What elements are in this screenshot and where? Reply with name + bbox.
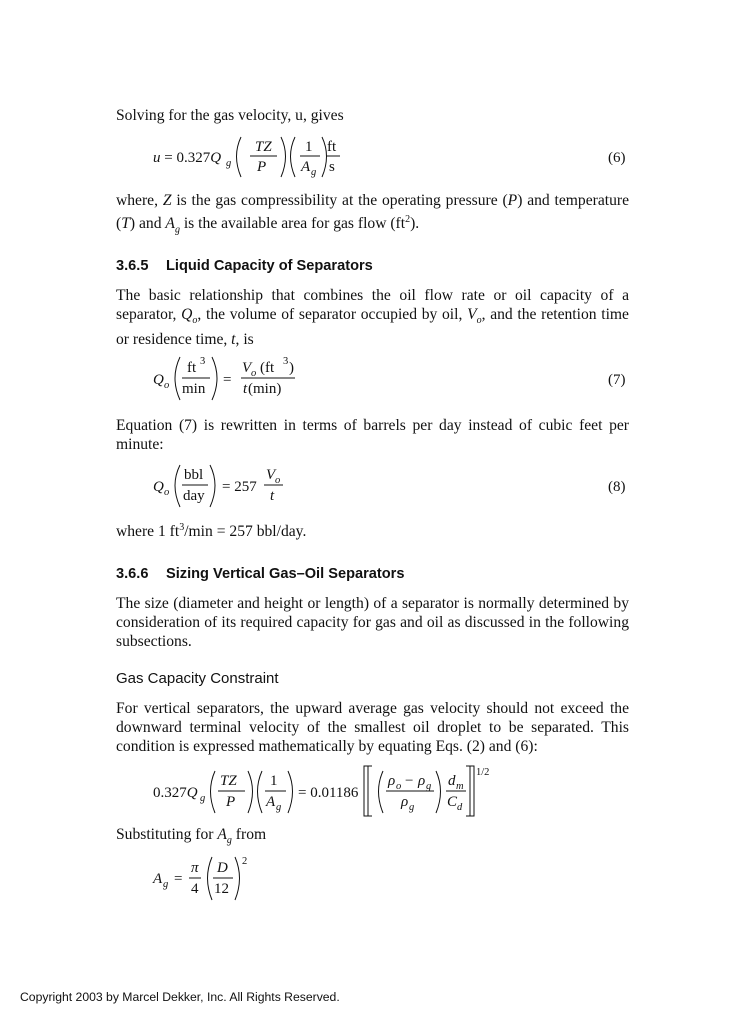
eq8-q: Q [153, 479, 164, 495]
sizing-text: The size (diameter and height or length) of a separator is normally determined by consideration of its required capacity for gas and oil as discussed in the following subsections. [116, 595, 629, 650]
eq6-frac1-den: P [257, 159, 267, 175]
equate-cd-sub: d [457, 802, 463, 813]
eq7-rhs-den-t: t [243, 381, 248, 397]
eq8-rhs-den: t [270, 488, 275, 504]
area-paren-left [208, 857, 213, 900]
section-heading-3-6-6: 3.6.6 Sizing Vertical Gas–Oil Separators [116, 566, 405, 582]
area-d: D [217, 860, 228, 876]
equate-dm-sub: m [456, 781, 464, 792]
eq8-unit-den: day [183, 488, 205, 504]
equate-den-rho: ρ [401, 794, 409, 810]
equate-lhs: 0.327Q [153, 785, 198, 801]
where-text: where, Z is the gas compressibility at the operating pressure (P) and temperature (T) and $A_g$ is the available area for gas flow $(ft^2)$. [116, 192, 629, 236]
eq7-rhs-den-unit: (min) [248, 381, 282, 397]
equate-frac2-num: 1 [270, 773, 278, 789]
equate-rho-o-sub: o [396, 781, 402, 792]
substituting-text: Substituting for $A_g$ from [116, 826, 267, 847]
section-heading-3-6-5: 3.6.5 Liquid Capacity of Separators [116, 258, 373, 274]
eq7-rhs-unit: (ft [260, 360, 275, 376]
eq7-equals: = [223, 372, 232, 388]
liquid-capacity-text: The basic relationship that combines the oil flow rate or oil capacity of a separator, $Q_o$, the volume of separator occupied by oil, $V_o$, and the retention time or residence time, t, is [116, 287, 629, 349]
copyright-notice: Copyright 2003 by Marcel Dekker, Inc. All Rights Reserved. [20, 990, 340, 1004]
eq7-unit-num-sup: 3 [200, 356, 206, 367]
equate-frac2-den-sub: g [276, 802, 282, 813]
eq8-number: (8) [608, 479, 626, 495]
eq6-lhs-sub: g [226, 158, 232, 169]
eq7-unit-den: min [182, 381, 206, 397]
eq6-unit-num: ft [327, 139, 337, 155]
eq7-rhs-v: V [242, 360, 252, 376]
gas-constraint-heading: Gas Capacity Constraint [116, 670, 279, 687]
conversion-text: where 1 $ft^3/\min = 257$ bbl/day. [116, 522, 307, 541]
eq7-q: Q [153, 372, 164, 388]
equate-equals: = 0.01186 [298, 785, 359, 801]
eq8-unit-num: bbl [184, 467, 204, 483]
equate-cd: C [447, 794, 458, 810]
eq7-number: (7) [608, 372, 626, 388]
eq7-rewrite-text: Equation (7) is rewritten in terms of barrels per day instead of cubic feet per minute: [116, 417, 629, 453]
area-twelve: 12 [214, 881, 229, 897]
area-lhs: A [153, 871, 163, 887]
area-four: 4 [191, 881, 199, 897]
gas-constraint-text: For vertical separators, the upward average gas velocity should not exceed the downward terminal velocity of the smallest oil droplet to be separated. This condition is expressed mathematically by equating Eqs. (2) and (6): [116, 700, 629, 755]
equate-exponent: 1/2 [476, 767, 490, 778]
area-exponent: 2 [242, 856, 248, 867]
eq7-q-sub: o [164, 380, 170, 391]
equate-frac1-num: TZ [220, 773, 237, 789]
area-equals: = [174, 871, 183, 887]
eq6-frac2-den: A [301, 159, 311, 175]
equate-rho-o: ρ [388, 773, 396, 789]
area-pi: π [191, 860, 199, 876]
equate-frac1-den: P [226, 794, 236, 810]
eq7-rhs-unit-sup: 3 [283, 356, 289, 367]
eq7-unit-num: ft [187, 360, 197, 376]
equate-lhs-sub: g [200, 793, 206, 804]
eq6-unit-den: s [329, 159, 335, 175]
equate-rho-g: ρ [418, 773, 426, 789]
eq8-equals: = 257 [222, 479, 257, 495]
eq7-rhs-unit-close: ) [289, 360, 294, 376]
intro-text: Solving for the gas velocity, u, gives [116, 107, 344, 124]
eq8-rhs-v-sub: o [275, 475, 281, 486]
eq6-frac2-num: 1 [305, 139, 313, 155]
eq7-rhs-v-sub: o [251, 368, 257, 379]
equate-den-rho-sub: g [409, 802, 415, 813]
area-paren-right [235, 857, 240, 900]
eq6-frac1-num: TZ [255, 139, 272, 155]
eq6-number: (6) [608, 150, 626, 166]
area-lhs-sub: g [163, 879, 169, 890]
eq8-rhs-v: V [266, 467, 276, 483]
equate-rho-g-sub: g [426, 781, 432, 792]
eq6-lhs: u = 0.327Q [153, 150, 222, 166]
eq6-frac2-den-sub: g [311, 167, 317, 178]
eq8-q-sub: o [164, 487, 170, 498]
equate-dm: d [448, 773, 456, 789]
equate-frac2-den: A [266, 794, 276, 810]
equate-minus: − [405, 773, 414, 789]
